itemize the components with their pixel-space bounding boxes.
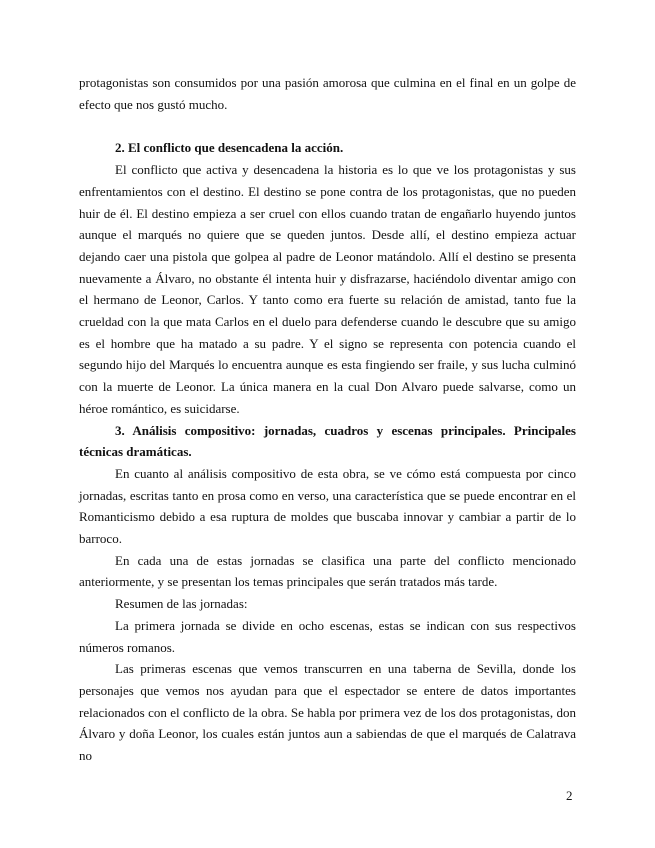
section-3-paragraph-3: Resumen de las jornadas: xyxy=(115,596,248,612)
section-2-heading: 2. El conflicto que desencadena la acción. xyxy=(115,140,344,156)
section-2-paragraph: El conflicto que activa y desencadena la historia es lo que ve los protagonistas y sus enfrentamientos con el destino. El destino se pone contra de los protagonistas, que no pueden huir de él. El destino empieza a ser cruel con ellos cuando tratan de engañarlo huyendo juntos aunque el marqués no quiere que se queden juntos. Desde allí, el destino empieza actuar dejando caer una pistola que golpea al padre de Leonor matándolo. Allí el destino se presenta nuevamente a Álvaro, no obstante él intenta huir y disfrazarse, haciéndolo diventar amigo con el hermano de Leonor, Carlos. Y tanto como era fuerte su relación de amistad, tanto fue la crueldad con la que mata Carlos en el duelo para defenderse cuando le descubre que su amigo es el hombre que ha matado a su padre. Y el signo se representa con potencia cuando el segundo hijo del Marqués lo encuentra aunque es esta fingiendo ser fraile, y sus lucha culminó con la muerte de Leonor. La única manera en la cual Don Alvaro puede salvarse, como un héroe romántico, es suicidarse. xyxy=(79,162,576,416)
body-text xyxy=(79,72,576,767)
section-3-paragraph-5: Las primeras escenas que vemos transcurren en una taberna de Sevilla, donde los personajes que vemos nos ayudan para que el espectador se entere de datos importantes relacionados con el conflicto de la obra. Se habla por primera vez de los dos protagonistas, don Álvaro y doña Leonor, los cuales están juntos aun a sabiendas de que el marqués de Calatrava no xyxy=(79,661,576,764)
continuation-paragraph: protagonistas son consumidos por una pasión amorosa que culmina en el final en un golpe de efecto que nos gustó mucho. xyxy=(79,75,576,112)
section-3-paragraph-1: En cuanto al análisis compositivo de esta obra, se ve cómo está compuesta por cinco jornadas, escritas tanto en prosa como en verso, una característica que se puede encontrar en el Romanticismo debido a esa ruptura de moldes que buscaba innovar y cambiar a partir de lo barroco. xyxy=(79,465,576,547)
section-3-paragraph-4: La primera jornada se divide en ocho escenas, estas se indican con sus respectivos números romanos. xyxy=(79,617,576,655)
section-3-paragraph-2: En cada una de estas jornadas se clasifica una parte del conflicto mencionado anteriormente, y se presentan los temas principales que serán tratados más tarde. xyxy=(79,552,576,590)
page-number: 2 xyxy=(566,788,573,803)
section-3-heading: 3. Análisis compositivo: jornadas, cuadros y escenas principales. Principales técnicas dramáticas. xyxy=(79,422,576,460)
